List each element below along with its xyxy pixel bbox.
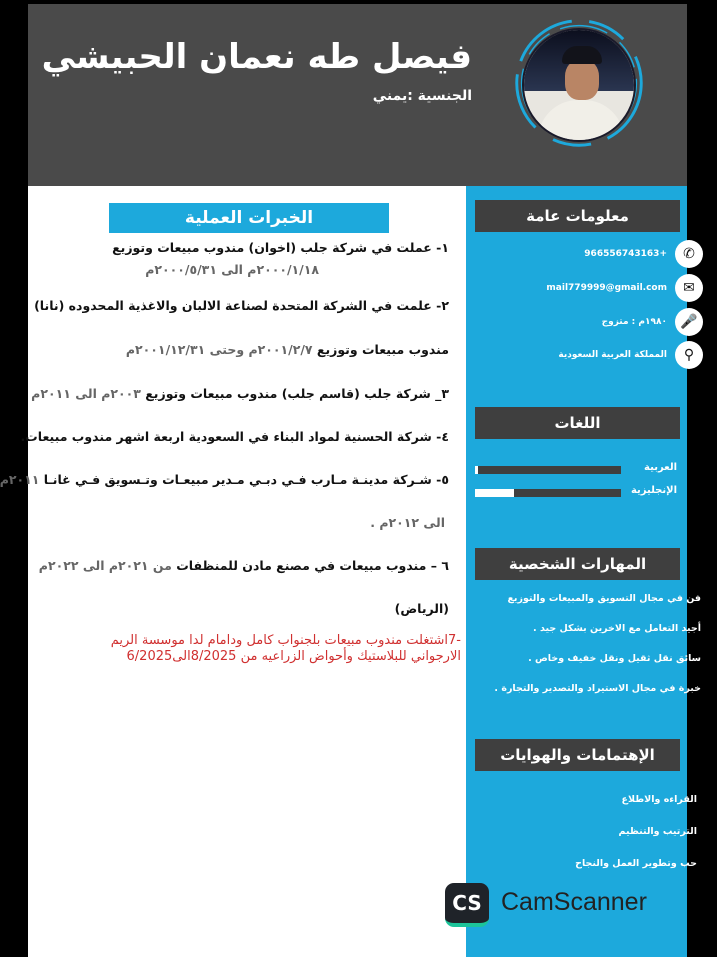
experience-item-5-end (370, 515, 445, 530)
experience-item-3 (31, 386, 449, 401)
experience-item-2 (34, 298, 449, 313)
experience-item-2-role (126, 342, 449, 357)
language-arabic (475, 461, 677, 477)
hobby-item: الترتيب والتنظيم (618, 826, 697, 837)
contact-email (546, 274, 703, 302)
experience-date-1 (145, 262, 319, 277)
languages-title: اللغات (475, 407, 680, 439)
language-level-bar (475, 466, 478, 474)
experience-date: ٢٠٠٣م الى ٢٠١١م (31, 386, 146, 401)
experience-item-4 (20, 429, 449, 444)
language-english (475, 484, 677, 500)
experience-date: الى ٢٠١٢م . (370, 515, 445, 530)
experience-text: (الرياض) (394, 601, 449, 616)
experience-item-6 (39, 558, 449, 573)
nationality: الجنسية :يمني (372, 88, 472, 104)
skill-item: أجيد التعامل مع الاخرين بشكل جيد . (533, 623, 701, 634)
location-text: المملكة العربية السعودية (558, 350, 667, 360)
language-level-bar (475, 489, 514, 497)
experience-item-5 (0, 472, 449, 487)
experience-text: ٥- شـركة مدينـة مـارب فـي دبـي مـدير مبيعـات وتـسويق فـي غانـا (43, 472, 449, 487)
contact-location (558, 341, 703, 369)
profile-photo (522, 28, 636, 142)
experience-text: ٣_ شركة جلب (قاسم جلب) مندوب مبيعات وتوزيع (145, 386, 449, 401)
mail-icon: ✉ (675, 274, 703, 302)
skill-item: سائق نقل ثقيل ونقل خفيف وخاص . (528, 653, 701, 664)
camscanner-watermark: CamScanner (501, 888, 647, 916)
email-text: mail779999@gmail.com (546, 283, 667, 293)
phone-text: +966556743163 (584, 249, 667, 259)
camscanner-logo: CS (445, 883, 489, 927)
birth-status-text: ١٩٨٠م : متزوج (601, 317, 667, 327)
location-icon: ⚲ (675, 341, 703, 369)
experience-date: من ٢٠٢١م الى ٢٠٢٢م (38, 558, 177, 573)
hobby-item: القراءه والاطلاع (621, 794, 697, 805)
language-label: الإنجليزية (630, 485, 677, 496)
experience-text: مندوب مبيعات وتوزيع (316, 342, 449, 357)
experience-item-1 (112, 240, 449, 255)
microphone-icon: 🎤 (675, 308, 703, 336)
experience-title: الخبرات العملية (109, 203, 389, 233)
general-info-title: معلومات عامة (475, 200, 680, 232)
experience-date: ٢٠٠٠/١/١٨م الى ٢٠٠٠/٥/٣١م (145, 262, 319, 277)
experience-date: ٢٠٠١/٢/٧م وحتى ٢٠٠١/١٢/٣١م (125, 342, 317, 357)
hobby-item: حب وتطوير العمل والنجاح (575, 858, 697, 869)
experience-date: ٢٠١١م (0, 472, 44, 487)
experience-text: ٢- علمت في الشركة المتحدة لصناعة الالبان والاغذية المحدوده (نانا) (34, 298, 449, 313)
experience-item-7: -7اشتغلت مندوب مبيعات بلجنواب كامل ودامام لدا موسسة الريم الارجواني للبلاستيك وأحواض الزراعيه من 8/2025الى6/2025 (110, 633, 461, 664)
experience-text: ١- عملت في شركة جلب (اخوان) مندوب مبيعات وتوزيع (112, 240, 449, 255)
contact-birth (602, 308, 703, 336)
person-name: فيصل طه نعمان الحبيشي (41, 37, 472, 77)
skill-item: فن في مجال التسويق والمبيعات والتوزيع (507, 593, 701, 604)
skills-title: المهارات الشخصية (475, 548, 680, 580)
experience-item-6-city (395, 601, 449, 616)
contact-phone (584, 240, 703, 268)
experience-text: ٦ – مندوب مبيعات في مصنع مادن للمنظفات (176, 558, 449, 573)
language-label: العربية (644, 462, 677, 473)
phone-icon: ✆ (675, 240, 703, 268)
skill-item: خبرة في مجال الاستيراد والتصدير والتجارة . (494, 683, 701, 694)
experience-text: ٤- شركة الحسنية لمواد البناء في السعودية اربعة اشهر مندوب مبيعات. (20, 429, 449, 444)
hobbies-title: الإهتمامات والهوايات (475, 739, 680, 771)
